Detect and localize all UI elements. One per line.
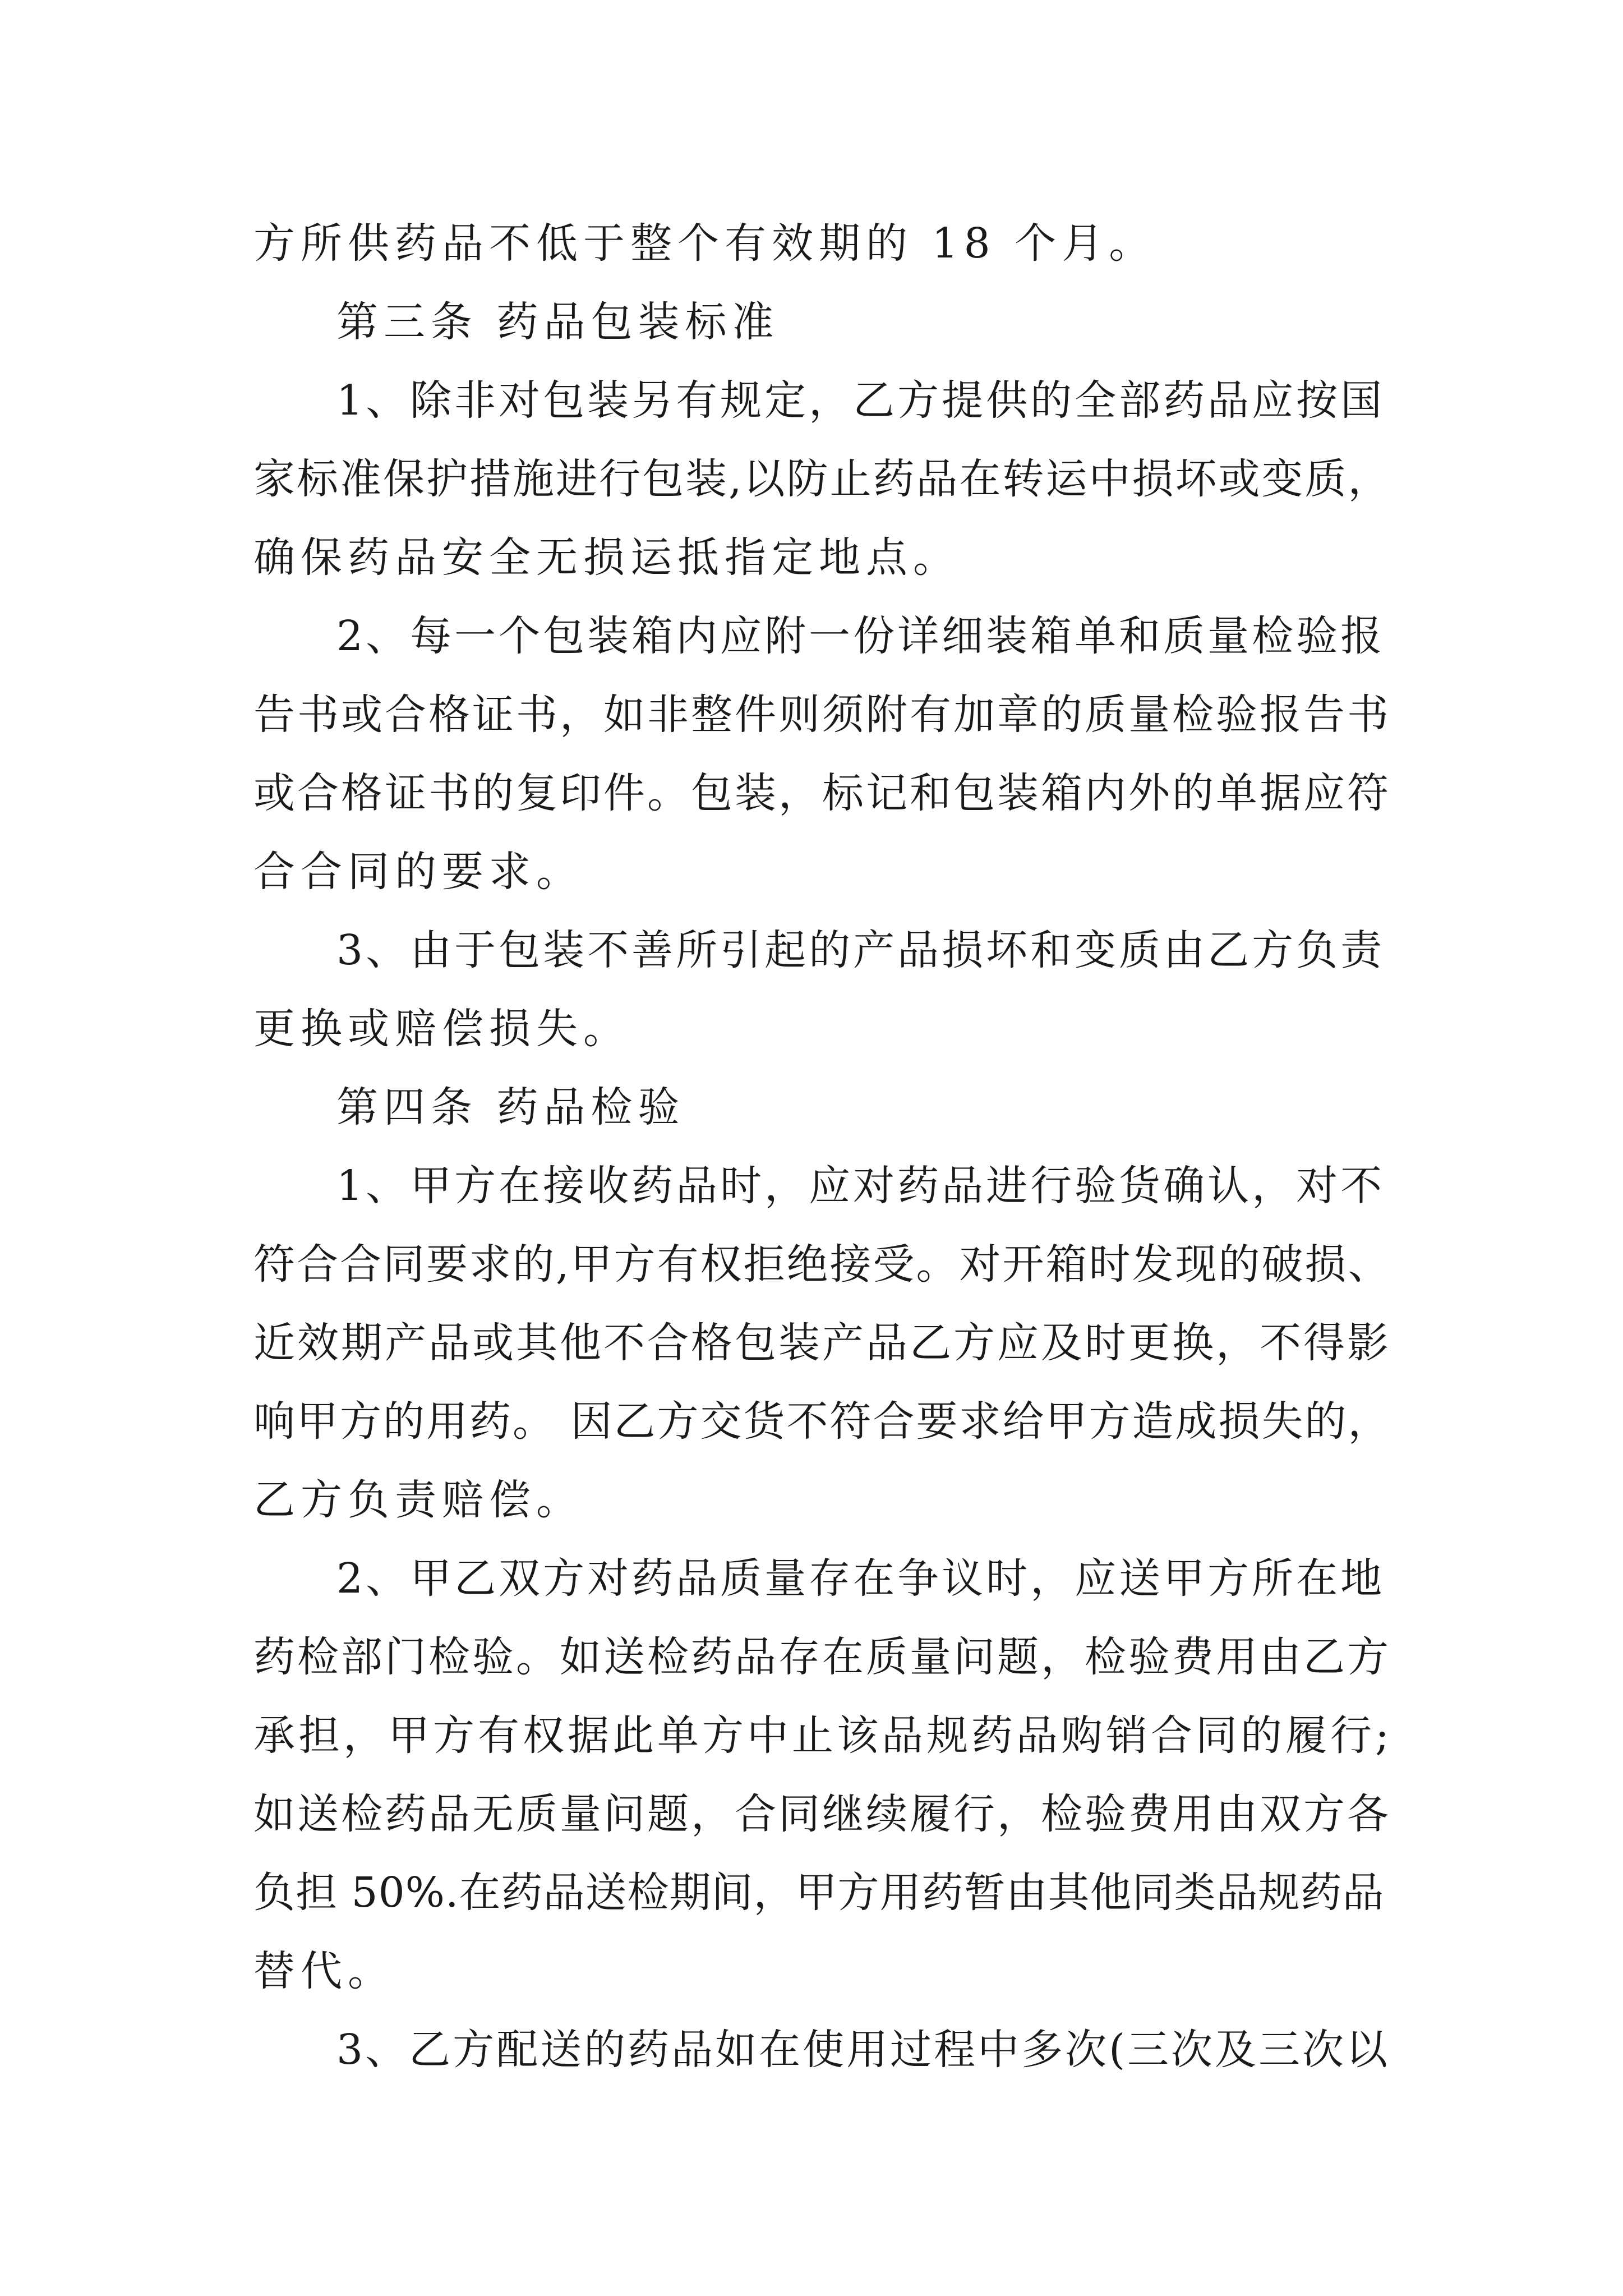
text-line: 告书或合格证书，如非整件则须附有加章的质量检验报告书	[253, 691, 1391, 739]
text-line: 合合同的要求。	[253, 848, 583, 896]
text-line: 2、每一个包装箱内应附一份详细装箱单和质量检验报	[336, 612, 1385, 660]
text-line: 负担 50%.在药品送检期间，甲方用药暂由其他同类品规药品	[253, 1869, 1385, 1917]
text-line: 替代。	[253, 1947, 395, 1995]
text-line: 1、除非对包装另有规定，乙方提供的全部药品应按国	[336, 376, 1385, 425]
text-line: 方所供药品不低于整个有效期的 18 个月。	[253, 219, 1156, 268]
text-line: 2、甲乙双方对药品质量存在争议时，应送甲方所在地	[336, 1554, 1385, 1603]
text-line: 承担，甲方有权据此单方中止该品规药品购销合同的履行;	[253, 1711, 1393, 1760]
text-line: 更换或赔偿损失。	[253, 1005, 630, 1053]
text-line: 3、乙方配送的药品如在使用过程中多次(三次及三次以	[336, 2026, 1390, 2074]
section-heading: 第四条 药品检验	[336, 1083, 685, 1131]
text-line: 如送检药品无质量问题，合同继续履行，检验费用由双方各	[253, 1790, 1391, 1838]
text-line: 1、甲方在接收药品时，应对药品进行验货确认，对不	[336, 1162, 1385, 1210]
text-line: 近效期产品或其他不合格包装产品乙方应及时更换，不得影	[253, 1319, 1391, 1367]
text-line: 家标准保护措施进行包装,以防止药品在转运中损坏或变质，	[253, 455, 1391, 503]
text-line: 符合合同要求的,甲方有权拒绝接受。对开箱时发现的破损、	[253, 1240, 1391, 1289]
text-line: 或合格证书的复印件。包装，标记和包装箱内外的单据应符	[253, 769, 1391, 817]
text-line: 3、由于包装不善所引起的产品损坏和变质由乙方负责	[336, 926, 1385, 974]
text-line: 响甲方的用药。 因乙方交货不符合要求给甲方造成损失的，	[253, 1397, 1391, 1446]
section-heading: 第三条 药品包装标准	[336, 298, 780, 346]
text-line: 确保药品安全无损运抵指定地点。	[253, 533, 960, 582]
text-line: 药检部门检验。如送检药品存在质量问题，检验费用由乙方	[253, 1633, 1391, 1681]
text-line: 乙方负责赔偿。	[253, 1476, 583, 1524]
